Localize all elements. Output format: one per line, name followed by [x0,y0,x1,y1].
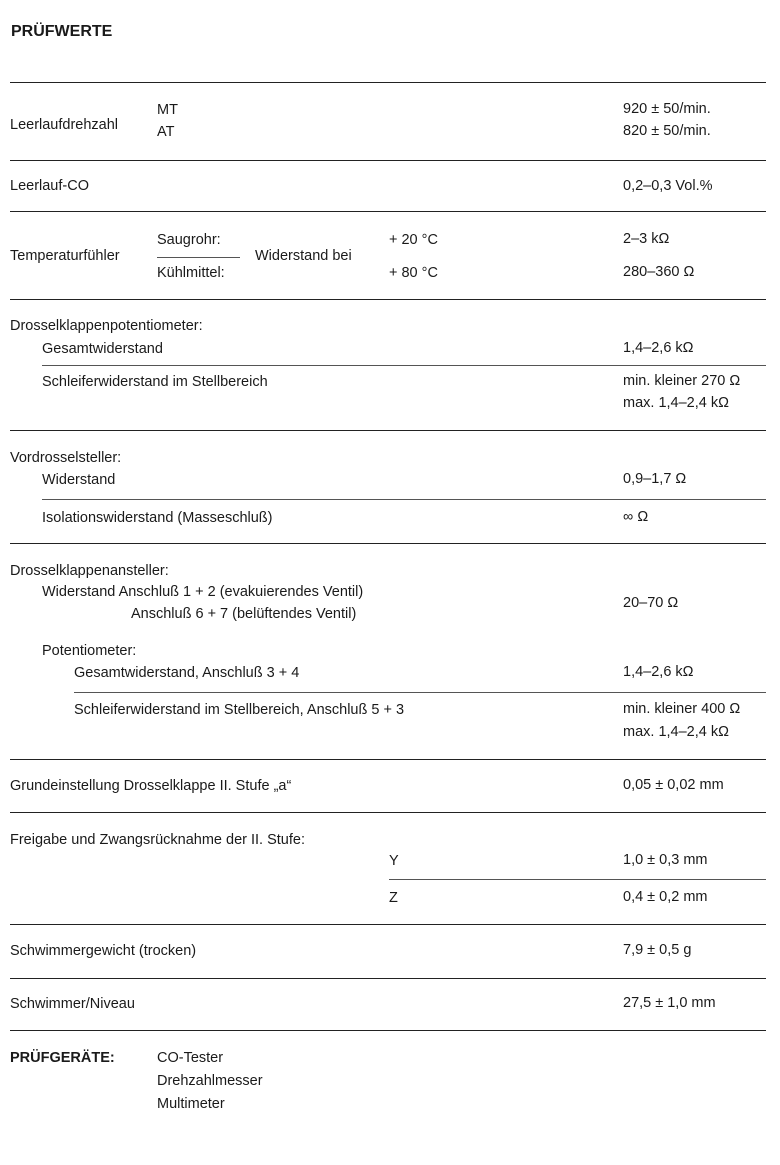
basic-setting-label: Grundeinstellung Drosselklappe II. Stufe „a“ [10,778,292,794]
page-title: PRÜFWERTE [11,23,113,40]
throttle-actuator-pot-wiper-max: max. 1,4–2,4 kΩ [623,724,729,740]
divider [10,812,766,813]
temp-1: + 20 °C [389,232,438,248]
throttle-actuator-pot-wiper-min: min. kleiner 400 Ω [623,701,741,717]
release-y-label: Y [389,853,399,869]
divider [10,759,766,760]
test-equipment-item: CO-Tester [157,1050,224,1066]
temp-intake-label: Saugrohr: [157,232,221,248]
temp-coolant-label: Kühlmittel: [157,265,225,281]
divider [10,430,766,431]
divider [10,543,766,544]
throttle-actuator-pot-label: Potentiometer: [42,643,137,659]
pre-throttle-insulation-label: Isolationswiderstand (Masseschluß) [42,510,273,526]
throttle-pot-total-value: 1,4–2,6 kΩ [623,340,694,356]
throttle-actuator-pot-wiper-label: Schleiferwiderstand im Stellbereich, Anschluß 5 + 3 [74,702,405,718]
float-weight-value: 7,9 ± 0,5 g [623,942,692,958]
throttle-actuator-res-value: 20–70 Ω [623,595,679,611]
throttle-pot-wiper-min: min. kleiner 270 Ω [623,373,741,389]
throttle-pot-total-label: Gesamtwiderstand [42,341,163,357]
float-weight-label: Schwimmergewicht (trocken) [10,943,197,959]
idle-co-label: Leerlauf-CO [10,178,89,194]
divider [10,299,766,300]
basic-setting-value: 0,05 ± 0,02 mm [623,777,724,793]
temp-value-1: 2–3 kΩ [623,231,670,247]
release-z-value: 0,4 ± 0,2 mm [623,889,708,905]
divider [10,82,766,83]
divider [10,1030,766,1031]
temp-resistance-at-label: Widerstand bei [255,248,352,264]
divider [42,499,766,500]
idle-speed-mt-label: MT [157,102,178,118]
idle-speed-at-label: AT [157,124,175,140]
throttle-actuator-pot-total-value: 1,4–2,6 kΩ [623,664,694,680]
throttle-pot-wiper-label: Schleiferwiderstand im Stellbereich [42,374,268,390]
test-equipment-item: Drehzahlmesser [157,1073,263,1089]
throttle-pot-label: Drosselklappenpotentiometer: [10,318,203,334]
temp-value-2: 280–360 Ω [623,264,695,280]
divider [74,692,766,693]
pre-throttle-resistance-value: 0,9–1,7 Ω [623,471,687,487]
idle-speed-at-value: 820 ± 50/min. [623,123,711,139]
temp-sensor-label: Temperaturfühler [10,248,120,264]
throttle-actuator-res-line2: Anschluß 6 + 7 (belüftendes Ventil) [131,606,357,622]
float-level-value: 27,5 ± 1,0 mm [623,995,716,1011]
throttle-actuator-label: Drosselklappenansteller: [10,563,169,579]
throttle-actuator-res-line1: Widerstand Anschluß 1 + 2 (evakuierendes Ventil) [42,584,364,600]
throttle-pot-wiper-max: max. 1,4–2,4 kΩ [623,395,729,411]
test-equipment-item: Multimeter [157,1096,225,1112]
release-y-value: 1,0 ± 0,3 mm [623,852,708,868]
throttle-actuator-pot-total-label: Gesamtwiderstand, Anschluß 3 + 4 [74,665,300,681]
divider [10,211,766,212]
pre-throttle-insulation-value: ∞ Ω [623,509,649,525]
divider [10,160,766,161]
idle-co-value: 0,2–0,3 Vol.% [623,178,713,194]
temp-2: + 80 °C [389,265,438,281]
idle-speed-mt-value: 920 ± 50/min. [623,101,711,117]
test-equipment-label: PRÜFGERÄTE: [10,1050,115,1066]
release-label: Freigabe und Zwangsrücknahme der II. Stufe: [10,832,305,848]
divider [389,879,766,880]
pre-throttle-label: Vordrosselsteller: [10,450,122,466]
divider [10,978,766,979]
release-z-label: Z [389,890,398,906]
divider [42,365,766,366]
temp-fraction-line [157,257,240,258]
divider [10,924,766,925]
idle-speed-label: Leerlaufdrehzahl [10,117,119,133]
pre-throttle-resistance-label: Widerstand [42,472,116,488]
float-level-label: Schwimmer/Niveau [10,996,135,1012]
